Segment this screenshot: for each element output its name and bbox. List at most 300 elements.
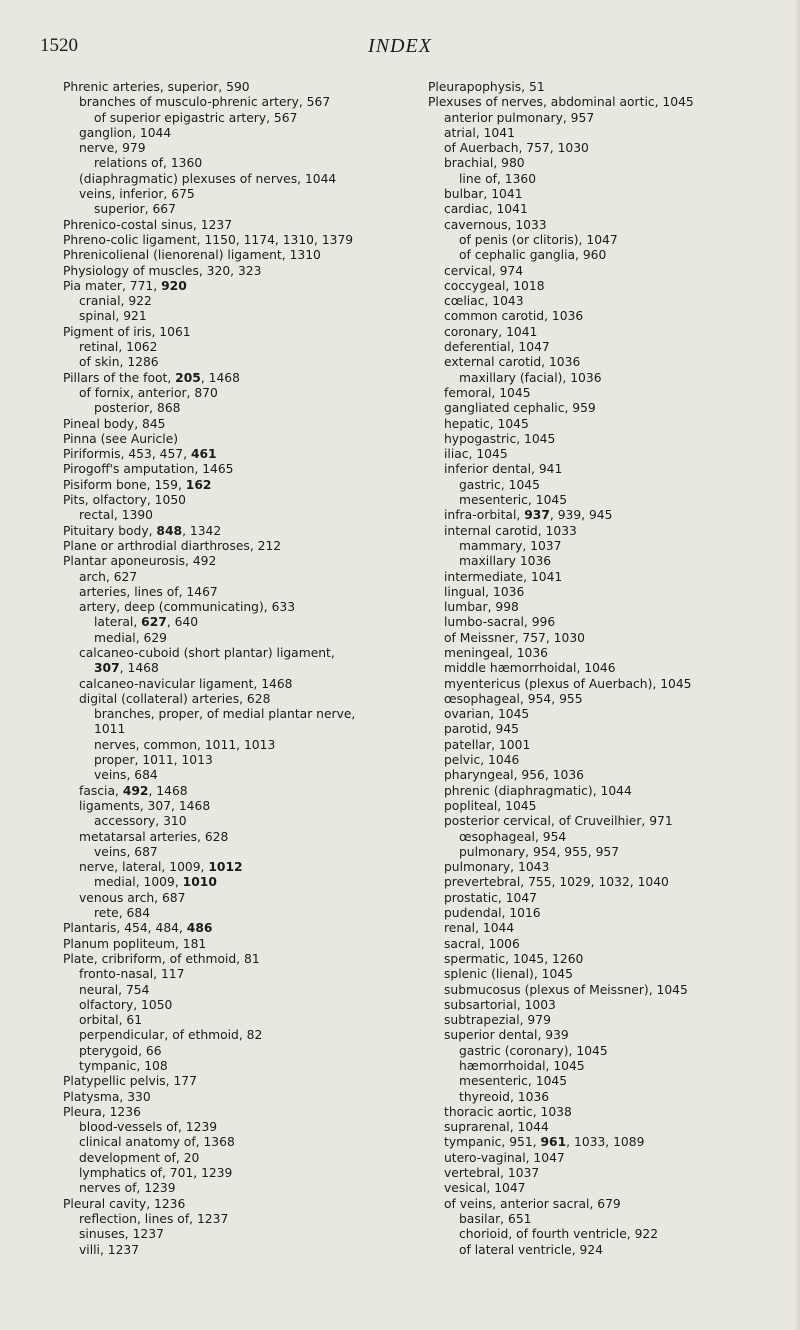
index-entry <box>63 570 413 585</box>
index-entry <box>63 417 413 432</box>
entry-text: superior dental, 939 <box>444 1028 569 1043</box>
entry-text: orbital, 61 <box>79 1013 143 1028</box>
index-entry <box>428 600 788 615</box>
entry-text: , 1468 <box>119 661 159 676</box>
entry-text: , 1342 <box>182 523 222 538</box>
entry-text: œsophageal, 954 <box>459 829 567 844</box>
entry-text: branches, proper, of medial plantar nerve, <box>94 707 356 722</box>
entry-text: Plate, cribriform, of ethmoid, 81 <box>63 951 260 966</box>
index-column-left <box>63 80 413 1258</box>
entry-text: nerve, 979 <box>79 141 146 156</box>
entry-text: fascia, <box>79 783 123 798</box>
entry-text: of skin, 1286 <box>79 355 159 370</box>
entry-text: pharyngeal, 956, 1036 <box>444 768 584 783</box>
index-entry <box>428 233 788 248</box>
entry-text: gastric, 1045 <box>459 477 540 492</box>
entry-text: Pleurapophysis, 51 <box>428 80 545 94</box>
entry-text: patellar, 1001 <box>444 737 531 752</box>
index-entry <box>63 264 413 279</box>
index-entry <box>63 784 413 799</box>
index-entry <box>428 906 788 921</box>
entry-text: hepatic, 1045 <box>444 416 529 431</box>
index-entry <box>63 967 413 982</box>
index-entry <box>63 799 413 814</box>
index-entry <box>63 845 413 860</box>
index-entry <box>428 462 788 477</box>
entry-text: prevertebral, 755, 1029, 1032, 1040 <box>444 875 669 890</box>
bold-page-ref: 205 <box>175 370 201 385</box>
index-entry <box>428 1151 788 1166</box>
entry-text: , 640 <box>166 615 199 630</box>
entry-text: superior, 667 <box>94 202 176 217</box>
index-entry <box>63 860 413 875</box>
index-entry <box>428 753 788 768</box>
index-entry <box>63 279 413 294</box>
entry-text: Pillars of the foot, <box>63 370 176 385</box>
entry-text: nerves of, 1239 <box>79 1181 176 1196</box>
entry-text: thoracic aortic, 1038 <box>444 1104 572 1119</box>
entry-text: Pineal body, 845 <box>63 416 166 431</box>
entry-text: , 1468 <box>148 783 188 798</box>
entry-text: Phrenico-costal sinus, 1237 <box>63 217 233 232</box>
entry-text: common carotid, 1036 <box>444 309 584 324</box>
entry-text: thyreoid, 1036 <box>459 1089 550 1104</box>
index-entry <box>63 325 413 340</box>
index-entry <box>428 707 788 722</box>
entry-text: neural, 754 <box>79 982 150 997</box>
entry-text: Pits, olfactory, 1050 <box>63 493 186 508</box>
index-entry <box>63 998 413 1013</box>
entry-text: metatarsal arteries, 628 <box>79 829 229 844</box>
index-entry <box>63 1227 413 1242</box>
index-entry <box>428 248 788 263</box>
index-entry <box>428 1212 788 1227</box>
entry-text: maxillary (facial), 1036 <box>459 370 602 385</box>
entry-text: inferior dental, 941 <box>444 462 563 477</box>
index-entry <box>63 646 413 661</box>
index-entry <box>428 860 788 875</box>
index-entry <box>63 539 413 554</box>
entry-text: posterior cervical, of Cruveilhier, 971 <box>444 814 673 829</box>
index-entry <box>428 1243 788 1258</box>
index-entry <box>428 1120 788 1135</box>
entry-text: Physiology of muscles, 320, 323 <box>63 263 262 278</box>
entry-text: phrenic (diaphragmatic), 1044 <box>444 783 632 798</box>
entry-text: medial, 1009, <box>94 875 183 890</box>
entry-text: of Auerbach, 757, 1030 <box>444 141 589 156</box>
bold-page-ref: 937 <box>524 508 550 523</box>
index-entry <box>63 830 413 845</box>
entry-text: vertebral, 1037 <box>444 1166 540 1181</box>
entry-text: pulmonary, 954, 955, 957 <box>459 844 620 859</box>
index-entry <box>63 738 413 753</box>
entry-text: intermediate, 1041 <box>444 569 563 584</box>
index-entry <box>63 615 413 630</box>
entry-text: arteries, lines of, 1467 <box>79 584 218 599</box>
index-entry <box>63 983 413 998</box>
entry-text: hæmorrhoidal, 1045 <box>459 1059 585 1073</box>
bold-page-ref: 961 <box>540 1135 567 1150</box>
entry-text: subtrapezial, 979 <box>444 1013 551 1028</box>
index-entry <box>428 921 788 936</box>
index-entry <box>63 340 413 355</box>
entry-text: gastric (coronary), 1045 <box>459 1043 608 1058</box>
index-entry <box>63 1028 413 1043</box>
index-entry <box>428 1227 788 1242</box>
index-entry <box>428 1059 788 1074</box>
entry-text: Pinna (see Auricle) <box>63 431 179 446</box>
index-entry <box>63 447 413 462</box>
entry-text: parotid, 945 <box>444 722 519 737</box>
entry-text: , 1468 <box>200 370 240 385</box>
index-entry <box>428 585 788 600</box>
index-entry <box>428 508 788 523</box>
entry-text: mammary, 1037 <box>459 538 562 553</box>
entry-text: deferential, 1047 <box>444 340 550 355</box>
index-entry <box>63 1181 413 1196</box>
index-entry <box>428 646 788 661</box>
entry-text: branches of musculo-phrenic artery, 567 <box>79 95 331 110</box>
index-entry <box>63 478 413 493</box>
entry-text: vesical, 1047 <box>444 1181 526 1196</box>
index-entry <box>428 156 788 171</box>
entry-text: arch, 627 <box>79 569 138 584</box>
index-entry <box>63 1197 413 1212</box>
entry-text: proper, 1011, 1013 <box>94 753 213 768</box>
bold-page-ref: 486 <box>186 921 213 936</box>
index-entry <box>63 126 413 141</box>
entry-text: villi, 1237 <box>79 1242 140 1257</box>
index-entry <box>428 478 788 493</box>
index-entry <box>63 707 413 722</box>
index-entry <box>63 1044 413 1059</box>
entry-text: Platypellic pelvis, 177 <box>63 1074 197 1089</box>
entry-text: development of, 20 <box>79 1150 200 1165</box>
entry-text: Pigment of iris, 1061 <box>63 324 191 339</box>
index-entry <box>63 1135 413 1150</box>
entry-text: Pleural cavity, 1236 <box>63 1196 186 1211</box>
entry-text: myentericus (plexus of Auerbach), 1045 <box>444 676 692 691</box>
entry-text: of fornix, anterior, 870 <box>79 385 218 400</box>
entry-text: mesenteric, 1045 <box>459 1074 568 1089</box>
entry-text: fronto-nasal, 117 <box>79 967 185 982</box>
entry-text: lumbo-sacral, 996 <box>444 615 556 630</box>
bold-page-ref: 307 <box>94 661 120 676</box>
index-entry <box>63 386 413 401</box>
entry-text: Planum popliteum, 181 <box>63 936 207 951</box>
index-entry <box>428 998 788 1013</box>
index-entry <box>63 1120 413 1135</box>
index-entry <box>63 1151 413 1166</box>
entry-text: mesenteric, 1045 <box>459 493 568 508</box>
entry-text: relations of, 1360 <box>94 156 203 171</box>
index-entry <box>63 677 413 692</box>
index-entry <box>428 371 788 386</box>
entry-text: anterior pulmonary, 957 <box>444 110 595 125</box>
bold-page-ref: 848 <box>156 523 183 538</box>
entry-text: of veins, anterior sacral, 679 <box>444 1196 621 1211</box>
entry-text: bulbar, 1041 <box>444 187 523 202</box>
index-entry <box>428 218 788 233</box>
entry-text: spinal, 921 <box>79 309 147 324</box>
entry-text: , 939, 945 <box>549 508 613 523</box>
index-entry <box>428 799 788 814</box>
entry-text: renal, 1044 <box>444 921 515 936</box>
entry-text: pulmonary, 1043 <box>444 860 550 875</box>
entry-text: Pia mater, 771, <box>63 278 162 293</box>
entry-text: lumbar, 998 <box>444 600 519 615</box>
entry-text: Pirogoff's amputation, 1465 <box>63 462 234 477</box>
entry-text: cervical, 974 <box>444 263 524 278</box>
index-entry <box>63 508 413 523</box>
entry-text: medial, 629 <box>94 630 168 645</box>
entry-text: Plane or arthrodial diarthroses, 212 <box>63 538 282 553</box>
entry-text: reflection, lines of, 1237 <box>79 1211 229 1226</box>
index-entry <box>428 1044 788 1059</box>
index-entry <box>63 156 413 171</box>
index-entry <box>428 692 788 707</box>
index-entry <box>63 753 413 768</box>
bold-page-ref: 627 <box>141 615 167 630</box>
index-entry <box>428 417 788 432</box>
index-entry <box>428 768 788 783</box>
entry-text: brachial, 980 <box>444 156 525 171</box>
index-entry <box>428 264 788 279</box>
index-entry <box>428 279 788 294</box>
index-column-right <box>428 80 788 1258</box>
page-header <box>0 35 800 61</box>
entry-text: nerve, lateral, 1009, <box>79 860 209 875</box>
entry-text: femoral, 1045 <box>444 385 531 400</box>
entry-text: blood-vessels of, 1239 <box>79 1120 218 1135</box>
index-entry <box>63 1059 413 1074</box>
entry-text: infra-orbital, <box>444 508 525 523</box>
index-entry <box>63 600 413 615</box>
entry-text: veins, 684 <box>94 768 158 783</box>
index-entry <box>428 401 788 416</box>
index-entry <box>63 1074 413 1089</box>
index-entry <box>63 891 413 906</box>
entry-text: pelvic, 1046 <box>444 753 520 768</box>
entry-text: coronary, 1041 <box>444 324 538 339</box>
index-entry <box>63 768 413 783</box>
index-entry <box>63 432 413 447</box>
index-entry <box>63 1105 413 1120</box>
entry-text: of penis (or clitoris), 1047 <box>459 232 618 247</box>
index-entry <box>428 95 788 110</box>
index-entry <box>63 661 413 676</box>
index-entry <box>428 554 788 569</box>
index-entry <box>63 401 413 416</box>
entry-text: chorioid, of fourth ventricle, 922 <box>459 1227 659 1242</box>
entry-text: spermatic, 1045, 1260 <box>444 951 584 966</box>
index-entry <box>63 524 413 539</box>
entry-text: lymphatics of, 701, 1239 <box>79 1166 233 1181</box>
index-entry <box>63 692 413 707</box>
entry-text: maxillary 1036 <box>459 554 552 569</box>
bold-page-ref: 461 <box>190 447 217 462</box>
bold-page-ref: 920 <box>161 278 187 293</box>
index-entry <box>428 141 788 156</box>
index-entry <box>63 233 413 248</box>
index-entry <box>428 570 788 585</box>
entry-text: Plantar aponeurosis, 492 <box>63 554 217 569</box>
index-entry <box>63 554 413 569</box>
index-entry <box>428 784 788 799</box>
index-entry <box>63 294 413 309</box>
index-entry <box>428 80 788 95</box>
index-entry <box>428 493 788 508</box>
index-entry <box>428 814 788 829</box>
entry-text: prostatic, 1047 <box>444 890 537 905</box>
index-entry <box>428 983 788 998</box>
index-entry <box>428 952 788 967</box>
index-entry <box>63 187 413 202</box>
index-entry <box>63 218 413 233</box>
index-entry <box>428 1181 788 1196</box>
entry-text: utero-vaginal, 1047 <box>444 1150 565 1165</box>
entry-text: clinical anatomy of, 1368 <box>79 1135 235 1150</box>
entry-text: cranial, 922 <box>79 294 152 309</box>
entry-text: gangliated cephalic, 959 <box>444 401 596 416</box>
entry-text: ganglion, 1044 <box>79 125 172 140</box>
entry-text: pudendal, 1016 <box>444 906 541 921</box>
entry-text: Phrenicolienal (lienorenal) ligament, 1310 <box>63 248 321 263</box>
bold-page-ref: 1010 <box>182 875 217 890</box>
entry-text: pterygoid, 66 <box>79 1043 162 1058</box>
index-entry <box>428 1166 788 1181</box>
entry-text: Plexuses of nerves, abdominal aortic, 1045 <box>428 95 694 110</box>
index-entry <box>63 1013 413 1028</box>
entry-text: sinuses, 1237 <box>79 1227 164 1242</box>
index-entry <box>428 1135 788 1150</box>
entry-text: external carotid, 1036 <box>444 355 581 370</box>
entry-text: accessory, 310 <box>94 814 187 829</box>
entry-text: ligaments, 307, 1468 <box>79 798 211 813</box>
entry-text: lateral, <box>94 615 142 630</box>
entry-text: cœliac, 1043 <box>444 294 524 309</box>
index-entry <box>63 722 413 737</box>
entry-text: line of, 1360 <box>459 171 537 186</box>
entry-text: Phrenic arteries, superior, 590 <box>63 80 250 94</box>
entry-text: splenic (lienal), 1045 <box>444 967 573 982</box>
index-entry <box>428 1074 788 1089</box>
index-entry <box>428 937 788 952</box>
index-entry <box>63 937 413 952</box>
index-entry <box>63 921 413 936</box>
index-entry <box>428 891 788 906</box>
index-entry <box>63 585 413 600</box>
index-entry <box>63 202 413 217</box>
entry-text: of lateral ventricle, 924 <box>459 1242 603 1257</box>
index-entry <box>428 126 788 141</box>
index-entry <box>63 141 413 156</box>
entry-text: middle hæmorrhoidal, 1046 <box>444 661 616 676</box>
entry-text: popliteal, 1045 <box>444 798 537 813</box>
entry-text: veins, 687 <box>94 844 158 859</box>
entry-text: olfactory, 1050 <box>79 997 173 1012</box>
entry-text: iliac, 1045 <box>444 447 508 462</box>
index-entry <box>63 493 413 508</box>
index-entry <box>428 738 788 753</box>
entry-text: rete, 684 <box>94 906 151 921</box>
index-entry <box>63 80 413 95</box>
entry-text: of Meissner, 757, 1030 <box>444 630 585 645</box>
index-entry <box>428 187 788 202</box>
entry-text: (diaphragmatic) plexuses of nerves, 1044 <box>79 171 337 186</box>
page-number: 1520 <box>40 35 78 56</box>
index-entry <box>428 677 788 692</box>
index-entry <box>63 111 413 126</box>
index-entry <box>63 631 413 646</box>
entry-text: Phreno-colic ligament, 1150, 1174, 1310, 1379 <box>63 232 354 247</box>
entry-text: Plantaris, 454, 484, <box>63 921 187 936</box>
entry-text: meningeal, 1036 <box>444 645 548 660</box>
entry-text: sacral, 1006 <box>444 936 520 951</box>
index-entry <box>428 294 788 309</box>
entry-text: veins, inferior, 675 <box>79 187 195 202</box>
entry-text: of cephalic ganglia, 960 <box>459 248 607 263</box>
index-entry <box>63 248 413 263</box>
entry-text: artery, deep (communicating), 633 <box>79 600 296 615</box>
entry-text: of superior epigastric artery, 567 <box>94 110 298 125</box>
entry-text: posterior, 868 <box>94 401 181 416</box>
entry-text: 1011 <box>94 722 126 737</box>
index-entry <box>428 845 788 860</box>
index-entry <box>63 1212 413 1227</box>
index-entry <box>428 524 788 539</box>
page-title: INDEX <box>368 35 432 57</box>
index-entry <box>428 1090 788 1105</box>
entry-text: , 1033, 1089 <box>566 1135 645 1150</box>
index-entry <box>428 615 788 630</box>
index-entry <box>63 1090 413 1105</box>
entry-text: nerves, common, 1011, 1013 <box>94 737 276 752</box>
index-entry <box>63 371 413 386</box>
entry-text: coccygeal, 1018 <box>444 278 545 293</box>
index-entry <box>428 539 788 554</box>
index-entry <box>428 875 788 890</box>
index-entry <box>63 875 413 890</box>
entry-text: tympanic, 951, <box>444 1135 541 1150</box>
entry-text: ovarian, 1045 <box>444 707 530 722</box>
entry-text: cavernous, 1033 <box>444 217 547 232</box>
index-entry <box>428 722 788 737</box>
index-entry <box>63 172 413 187</box>
index-entry <box>63 462 413 477</box>
entry-text: submucosus (plexus of Meissner), 1045 <box>444 982 688 997</box>
index-entry <box>428 967 788 982</box>
index-entry <box>428 172 788 187</box>
entry-text: Piriformis, 453, 457, <box>63 447 191 462</box>
entry-text: atrial, 1041 <box>444 125 515 140</box>
entry-text: calcaneo-navicular ligament, 1468 <box>79 676 293 691</box>
entry-text: suprarenal, 1044 <box>444 1120 549 1135</box>
bold-page-ref: 162 <box>185 477 212 492</box>
entry-text: tympanic, 108 <box>79 1059 168 1073</box>
index-entry <box>428 631 788 646</box>
index-entry <box>63 355 413 370</box>
index-entry <box>63 95 413 110</box>
index-entry <box>428 386 788 401</box>
entry-text: digital (collateral) arteries, 628 <box>79 691 271 706</box>
index-entry <box>428 325 788 340</box>
entry-text: rectal, 1390 <box>79 508 153 523</box>
entry-text: cardiac, 1041 <box>444 202 528 217</box>
entry-text: Pleura, 1236 <box>63 1104 141 1119</box>
index-entry <box>428 309 788 324</box>
entry-text: lingual, 1036 <box>444 584 525 599</box>
